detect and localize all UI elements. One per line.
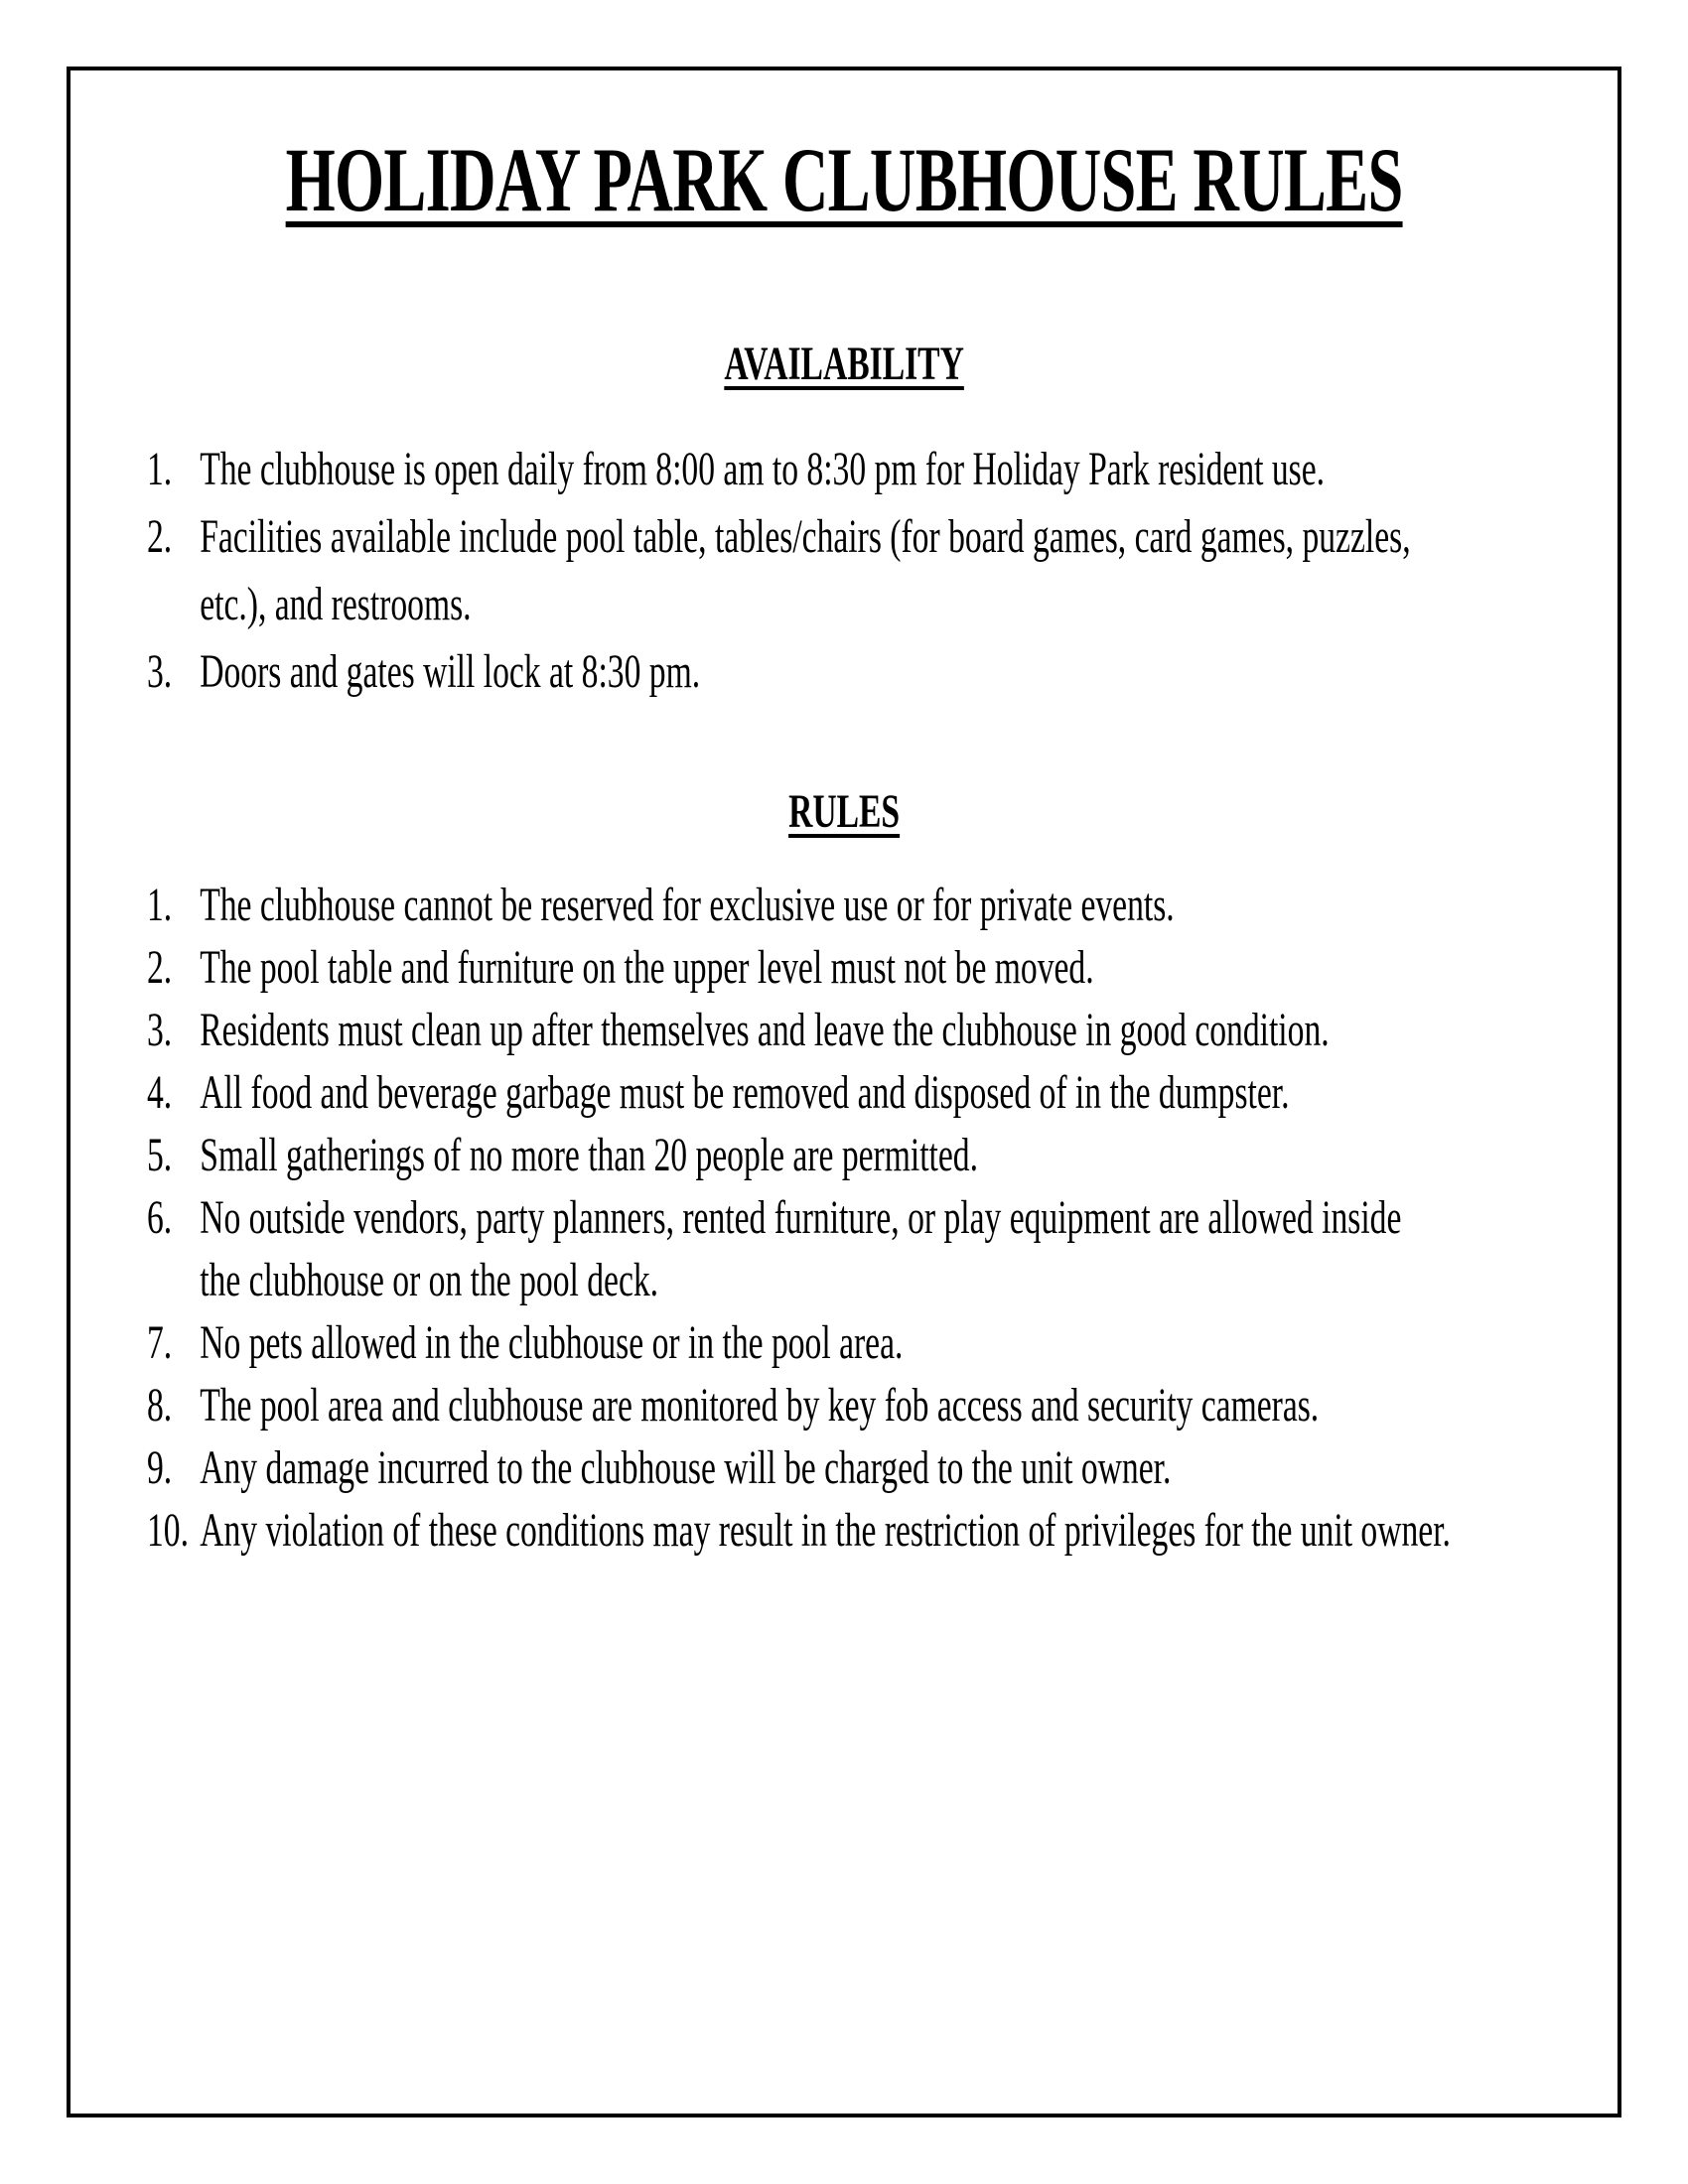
page-content bbox=[70, 129, 1618, 1562]
item-line: Any damage incurred to the clubhouse will be charged to the unit owner. bbox=[200, 1441, 1172, 1494]
item-number: 1. bbox=[147, 443, 173, 495]
rules-heading: RULES bbox=[788, 785, 901, 838]
list-item bbox=[147, 1311, 1576, 1374]
item-text bbox=[200, 638, 1576, 706]
item-line: All food and beverage garbage must be removed and disposed of in the dumpster. bbox=[200, 1066, 1290, 1119]
list-item bbox=[147, 999, 1576, 1061]
item-text bbox=[200, 936, 1576, 999]
list-item bbox=[147, 436, 1576, 503]
item-line: The clubhouse is open daily from 8:00 am to 8:30 pm for Holiday Park resident use. bbox=[200, 443, 1326, 495]
availability-list bbox=[70, 436, 1618, 706]
item-text bbox=[200, 1374, 1576, 1436]
rules-list bbox=[70, 874, 1618, 1562]
item-line: Doors and gates will lock at 8:30 pm. bbox=[200, 645, 701, 698]
section-availability bbox=[70, 337, 1618, 706]
list-item bbox=[147, 936, 1576, 999]
item-number: 2. bbox=[147, 510, 173, 563]
item-line: Small gatherings of no more than 20 people are permitted. bbox=[200, 1129, 978, 1181]
item-number: 2. bbox=[147, 941, 173, 994]
item-number: 1. bbox=[147, 879, 173, 931]
item-line: Facilities available include pool table, tables/chairs (for board games, card games, puzzles, bbox=[200, 510, 1411, 563]
list-item bbox=[147, 638, 1576, 706]
item-number: 3. bbox=[147, 1004, 173, 1056]
item-text bbox=[200, 503, 1576, 638]
item-line: etc.), and restrooms. bbox=[200, 578, 472, 630]
item-number: 3. bbox=[147, 645, 173, 698]
item-number: 10. bbox=[147, 1504, 189, 1557]
item-number: 7. bbox=[147, 1316, 173, 1369]
item-line: No pets allowed in the clubhouse or in the pool area. bbox=[200, 1316, 904, 1369]
item-text bbox=[200, 1436, 1576, 1499]
item-number: 5. bbox=[147, 1129, 173, 1181]
item-line: The pool area and clubhouse are monitored by key fob access and security cameras. bbox=[200, 1379, 1320, 1432]
list-item bbox=[147, 1436, 1576, 1499]
item-text bbox=[200, 1186, 1576, 1311]
list-item bbox=[147, 1499, 1576, 1562]
item-number: 8. bbox=[147, 1379, 173, 1432]
document-title: HOLIDAY PARK CLUBHOUSE RULES bbox=[285, 129, 1403, 230]
item-line: Residents must clean up after themselves and leave the clubhouse in good condition. bbox=[200, 1004, 1330, 1056]
list-item bbox=[147, 1374, 1576, 1436]
list-item bbox=[147, 874, 1576, 936]
item-text bbox=[200, 1499, 1576, 1562]
availability-heading: AVAILABILITY bbox=[724, 338, 964, 390]
item-text bbox=[200, 1311, 1576, 1374]
item-number: 9. bbox=[147, 1441, 173, 1494]
list-item bbox=[147, 503, 1576, 638]
list-item bbox=[147, 1061, 1576, 1124]
item-line: No outside vendors, party planners, rented furniture, or play equipment are allowed inside bbox=[200, 1191, 1402, 1244]
item-number: 4. bbox=[147, 1066, 173, 1119]
item-line: Any violation of these conditions may result in the restriction of privileges for the unit owner. bbox=[200, 1504, 1451, 1557]
list-item bbox=[147, 1124, 1576, 1186]
item-text bbox=[200, 999, 1576, 1061]
item-number: 6. bbox=[147, 1191, 173, 1244]
item-line: the clubhouse or on the pool deck. bbox=[200, 1254, 659, 1306]
item-text bbox=[200, 1061, 1576, 1124]
item-text bbox=[200, 1124, 1576, 1186]
page-border bbox=[67, 67, 1621, 2117]
item-line: The clubhouse cannot be reserved for exclusive use or for private events. bbox=[200, 879, 1175, 931]
item-line: The pool table and furniture on the upper level must not be moved. bbox=[200, 941, 1094, 994]
list-item bbox=[147, 1186, 1576, 1311]
item-text bbox=[200, 436, 1576, 503]
item-text bbox=[200, 874, 1576, 936]
section-rules bbox=[70, 784, 1618, 1562]
